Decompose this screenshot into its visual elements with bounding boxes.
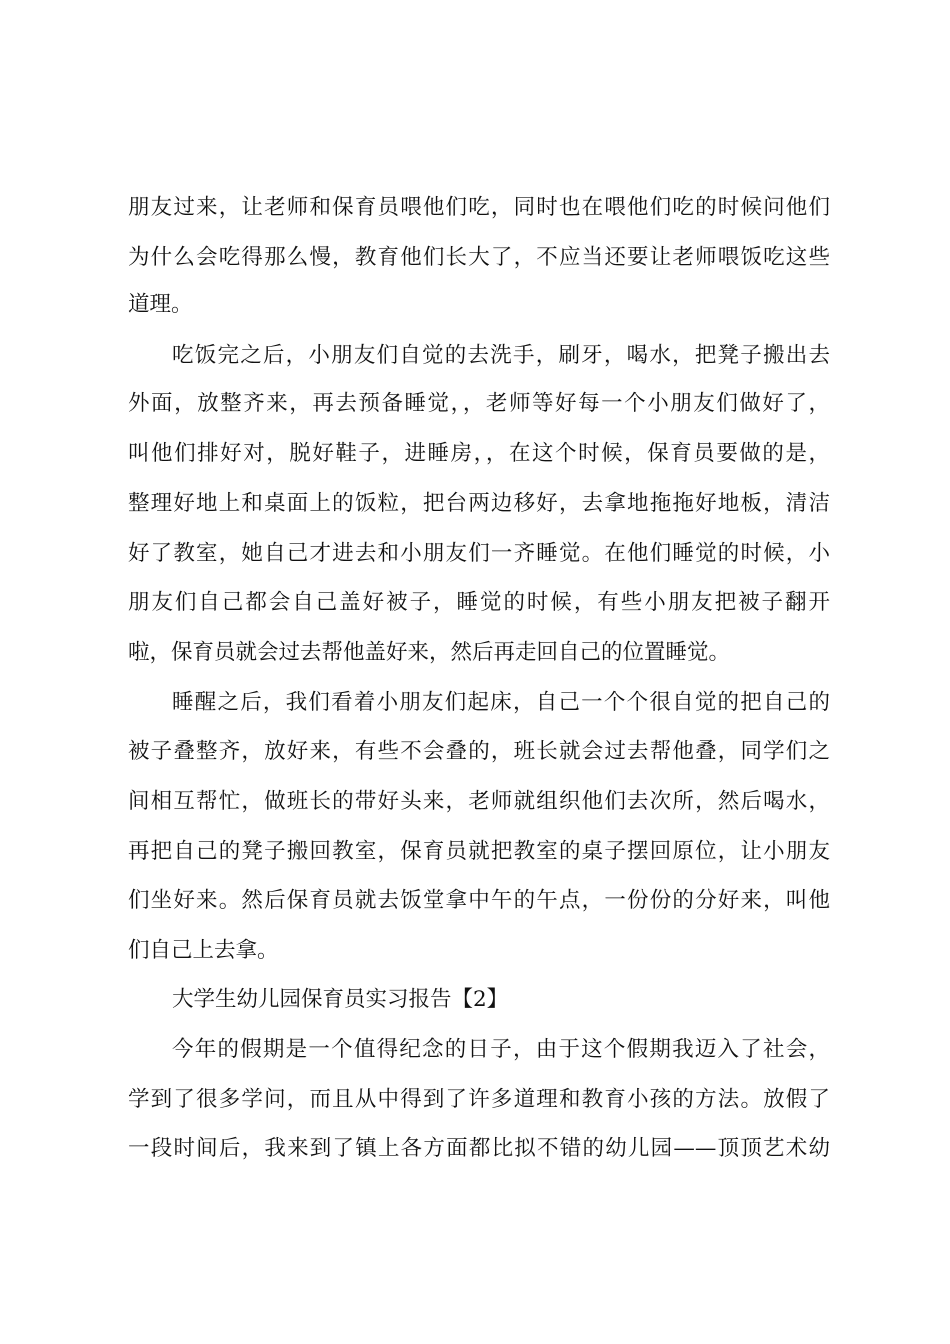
- text-line: 朋友们自己都会自己盖好被子，睡觉的时候，有些小朋友把被子翻开: [128, 590, 830, 615]
- text-line: 朋友过来，让老师和保育员喂他们吃，同时也在喂他们吃的时候问他们: [128, 195, 830, 220]
- text-line: 再把自己的凳子搬回教室，保育员就把教室的桌子摆回原位，让小朋友: [128, 839, 830, 864]
- text-line: 啦，保育员就会过去帮他盖好来，然后再走回自己的位置睡觉。: [128, 640, 731, 665]
- section-heading: 大学生幼儿园保育员实习报告【2】: [172, 987, 509, 1012]
- text-line: 外面，放整齐来，再去预备睡觉，，老师等好每一个小朋友们做好了，: [128, 391, 830, 416]
- paragraph-first-line: 今年的假期是一个值得纪念的日子，由于这个假期我迈入了社会，: [172, 1037, 830, 1062]
- paragraph-first-line: 睡醒之后，我们看着小朋友们起床，自己一个个很自觉的把自己的: [172, 690, 830, 715]
- text-line: 间相互帮忙，做班长的带好头来，老师就组织他们去次所，然后喝水，: [128, 789, 830, 814]
- text-line: 一段时间后，我来到了镇上各方面都比拟不错的幼儿园——顶顶艺术幼: [128, 1136, 830, 1161]
- paragraph-first-line: 吃饭完之后，小朋友们自觉的去洗手，刷牙，喝水，把凳子搬出去: [172, 343, 830, 368]
- text-line: 学到了很多学问，而且从中得到了许多道理和教育小孩的方法。放假了: [128, 1087, 830, 1112]
- text-line: 好了教室，她自己才进去和小朋友们一齐睡觉。在他们睡觉的时候，小: [128, 541, 830, 566]
- text-line: 道理。: [128, 292, 193, 317]
- text-line: 叫他们排好对，脱好鞋子，进睡房，，在这个时候，保育员要做的是，: [128, 441, 830, 466]
- text-line: 们自己上去拿。: [128, 938, 279, 963]
- text-line: 为什么会吃得那么慢，教育他们长大了，不应当还要让老师喂饭吃这些: [128, 245, 830, 270]
- text-line: 被子叠整齐，放好来，有些不会叠的，班长就会过去帮他叠，同学们之: [128, 739, 830, 764]
- text-line: 整理好地上和桌面上的饭粒，把台两边移好，去拿地拖拖好地板，清洁: [128, 491, 830, 516]
- text-line: 们坐好来。然后保育员就去饭堂拿中午的午点，一份份的分好来，叫他: [128, 888, 830, 913]
